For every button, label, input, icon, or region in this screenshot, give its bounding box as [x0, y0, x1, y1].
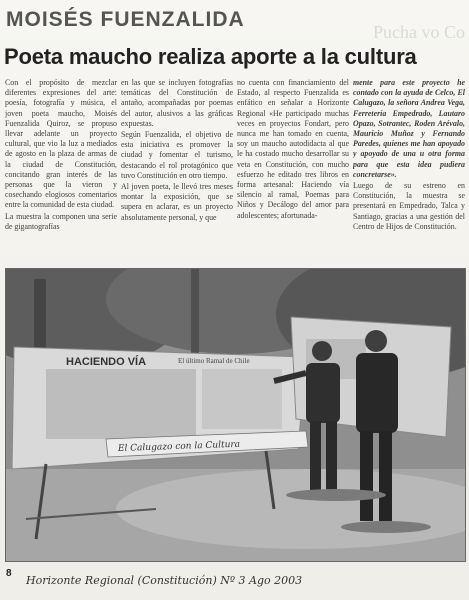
article-column-1: [5, 78, 117, 264]
sign-title: HACIENDO VÍA: [66, 356, 147, 368]
article-column-2: [121, 78, 233, 264]
article-column-4: [353, 78, 465, 264]
paragraph: La muestra la componen una serie de gigantografías: [5, 211, 117, 231]
article-headline: Poeta maucho realiza aporte a la cultura: [4, 44, 417, 69]
paragraph: Con el propósito de mezclar diferentes expresiones del arte: poesía, fotografía y música, el joven poeta maucho, Moisés Fuenzalida Quiroz, se propuso llevar adelante un proyecto cultural, que vio la luz a mediados de agosto en la plaza de armas de la ciudad de Constitución, concitando gran interés de las personas que la vieron y cosechando elogiosos comentarios entre la comunidad de esta ciudad.: [5, 78, 117, 210]
bleed-through-text: Pucha vo Co: [373, 22, 465, 42]
article-column-3: [237, 78, 349, 264]
article-photo: [5, 268, 466, 562]
paragraph: Al joven poeta, le llevó tres meses montar la exposición, que se supera en aclarar, es un proyecto absolutamente personal, y que: [121, 182, 233, 222]
paragraph: Luego de su estreno en Constitución, la muestra se presentará en Empedrado, Talca y Santiago, gracias a una gestión del Centro de Hijos de Constitución.: [353, 181, 465, 231]
page-number: 8: [6, 568, 12, 579]
handwritten-source-note: Horizonte Regional (Constitución) Nº 3 Ago 2003: [26, 574, 303, 587]
paragraph: Según Fuenzalida, el objetivo de esta iniciativa es promover la ciudad y fomentar el turismo, destacando el rol protagónico que tuvo Constitución en otro tiempo.: [121, 130, 233, 180]
paragraph: mente para este proyecto he contado con la ayuda de Celco, El Calugazo, la señora Andrea Vega, Ferretería Empedrado, Lautaro Opazo, Sotrantec, Roden Arévalo, Mauricio Muñoz y Fernando Paredes, quienes me han apoyado y apoyado de una u otra forma para que esta idea pudiera concretarse».: [353, 78, 465, 179]
sign-subtitle: El último Ramal de Chile: [178, 357, 250, 365]
banner-text: El Calugazo con la Cultura: [117, 439, 241, 454]
paragraph: no cuenta con financiamiento del Estado, al respecto Fuenzalida es enfático en señalar a Horizonte Regional «He participado muchas veces en proyectos Fondart, pero nunca me han tomado en cuenta, soy un maucho autodidacta al que le ha costado mucho desarrollar su veta en Constitución, con mucho esfuerzo he editado tres libros en forma artesanal: Haciendo vía silencio al ramal, Poemas para Niños y Decálogo del amor para adolescentes; afortunada-: [237, 78, 349, 220]
article-kicker: MOISÉS FUENZALIDA: [6, 8, 245, 31]
paragraph: en las que se incluyen fotografías temáticas del Constitución de antaño, acompañadas por poemas del autor, alusivos a las gráficas expuestas.: [121, 78, 233, 128]
exhibition-photo-illustration: [6, 269, 465, 561]
